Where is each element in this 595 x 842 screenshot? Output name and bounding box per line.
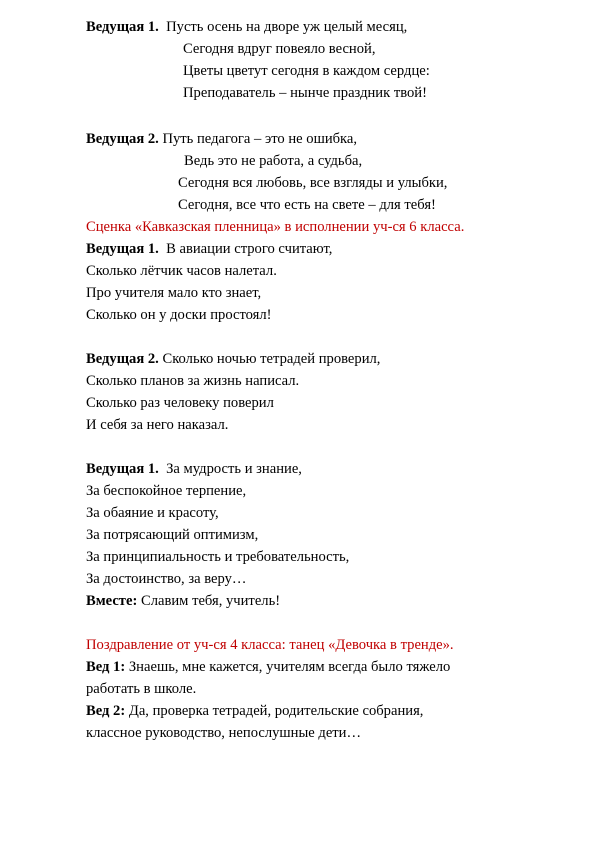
verse-line: За достоинство, за веру… <box>86 571 247 587</box>
verse-line: Сегодня, все что есть на свете – для тебя! <box>178 197 436 213</box>
verse-line <box>86 18 407 36</box>
dialog-text: Знаешь, мне кажется, учителям всегда было тяжело <box>128 659 451 675</box>
verse-text: В авиации строго считают, <box>166 241 333 257</box>
verse-line: Преподаватель – нынче праздник твой! <box>183 85 427 101</box>
speaker-label: Ведущая 2. <box>86 131 159 147</box>
dialog-text: Да, проверка тетрадей, родительские собрания, <box>128 703 424 719</box>
verse-line: Цветы цветут сегодня в каждом сердце: <box>183 63 430 79</box>
dialog-line: классное руководство, непослушные дети… <box>86 725 362 741</box>
speaker-label: Вед 1: <box>86 659 126 675</box>
speaker-label: Вед 2: <box>86 703 126 719</box>
verse-line: За обаяние и красоту, <box>86 505 219 521</box>
verse-line <box>86 350 380 368</box>
verse-line <box>86 460 302 478</box>
verse-text: Путь педагога – это не ошибка, <box>162 131 358 147</box>
verse-line: За беспокойное терпение, <box>86 483 247 499</box>
dialog-line <box>86 702 423 720</box>
verse-line: Сколько лётчик часов налетал. <box>86 263 277 279</box>
dialog-line <box>86 658 450 676</box>
verse-line: Сколько он у доски простоял! <box>86 307 272 323</box>
verse-line: Сегодня вдруг повеяло весной, <box>183 41 376 57</box>
verse-line: За принципиальность и требовательность, <box>86 549 350 565</box>
verse-line <box>86 240 332 258</box>
verse-line <box>86 130 357 148</box>
verse-line: Сколько раз человеку поверил <box>86 395 274 411</box>
verse-text: Пусть осень на дворе уж целый месяц, <box>166 19 408 35</box>
verse-line: И себя за него наказал. <box>86 417 229 433</box>
speaker-label: Ведущая 2. <box>86 351 159 367</box>
verse-line: Ведь это не работа, а судьба, <box>184 153 363 169</box>
verse-line <box>86 592 280 610</box>
speaker-label: Ведущая 1. <box>86 241 159 257</box>
verse-line: Про учителя мало кто знает, <box>86 285 262 301</box>
verse-line: За потрясающий оптимизм, <box>86 527 259 543</box>
verse-line: Сегодня вся любовь, все взгляды и улыбки, <box>178 175 448 191</box>
verse-text: Сколько ночью тетрадей проверил, <box>162 351 381 367</box>
verse-text: За мудрость и знание, <box>166 461 302 477</box>
scene-announcement: Сценка «Кавказская пленница» в исполнении уч-ся 6 класса. <box>86 219 465 235</box>
speaker-label: Вместе: <box>86 593 138 609</box>
verse-text: Славим тебя, учитель! <box>140 593 281 609</box>
dialog-line: работать в школе. <box>86 681 197 697</box>
speaker-label: Ведущая 1. <box>86 19 159 35</box>
speaker-label: Ведущая 1. <box>86 461 159 477</box>
scene-announcement: Поздравление от уч-ся 4 класса: танец «Девочка в тренде». <box>86 637 454 653</box>
verse-line: Сколько планов за жизнь написал. <box>86 373 300 389</box>
